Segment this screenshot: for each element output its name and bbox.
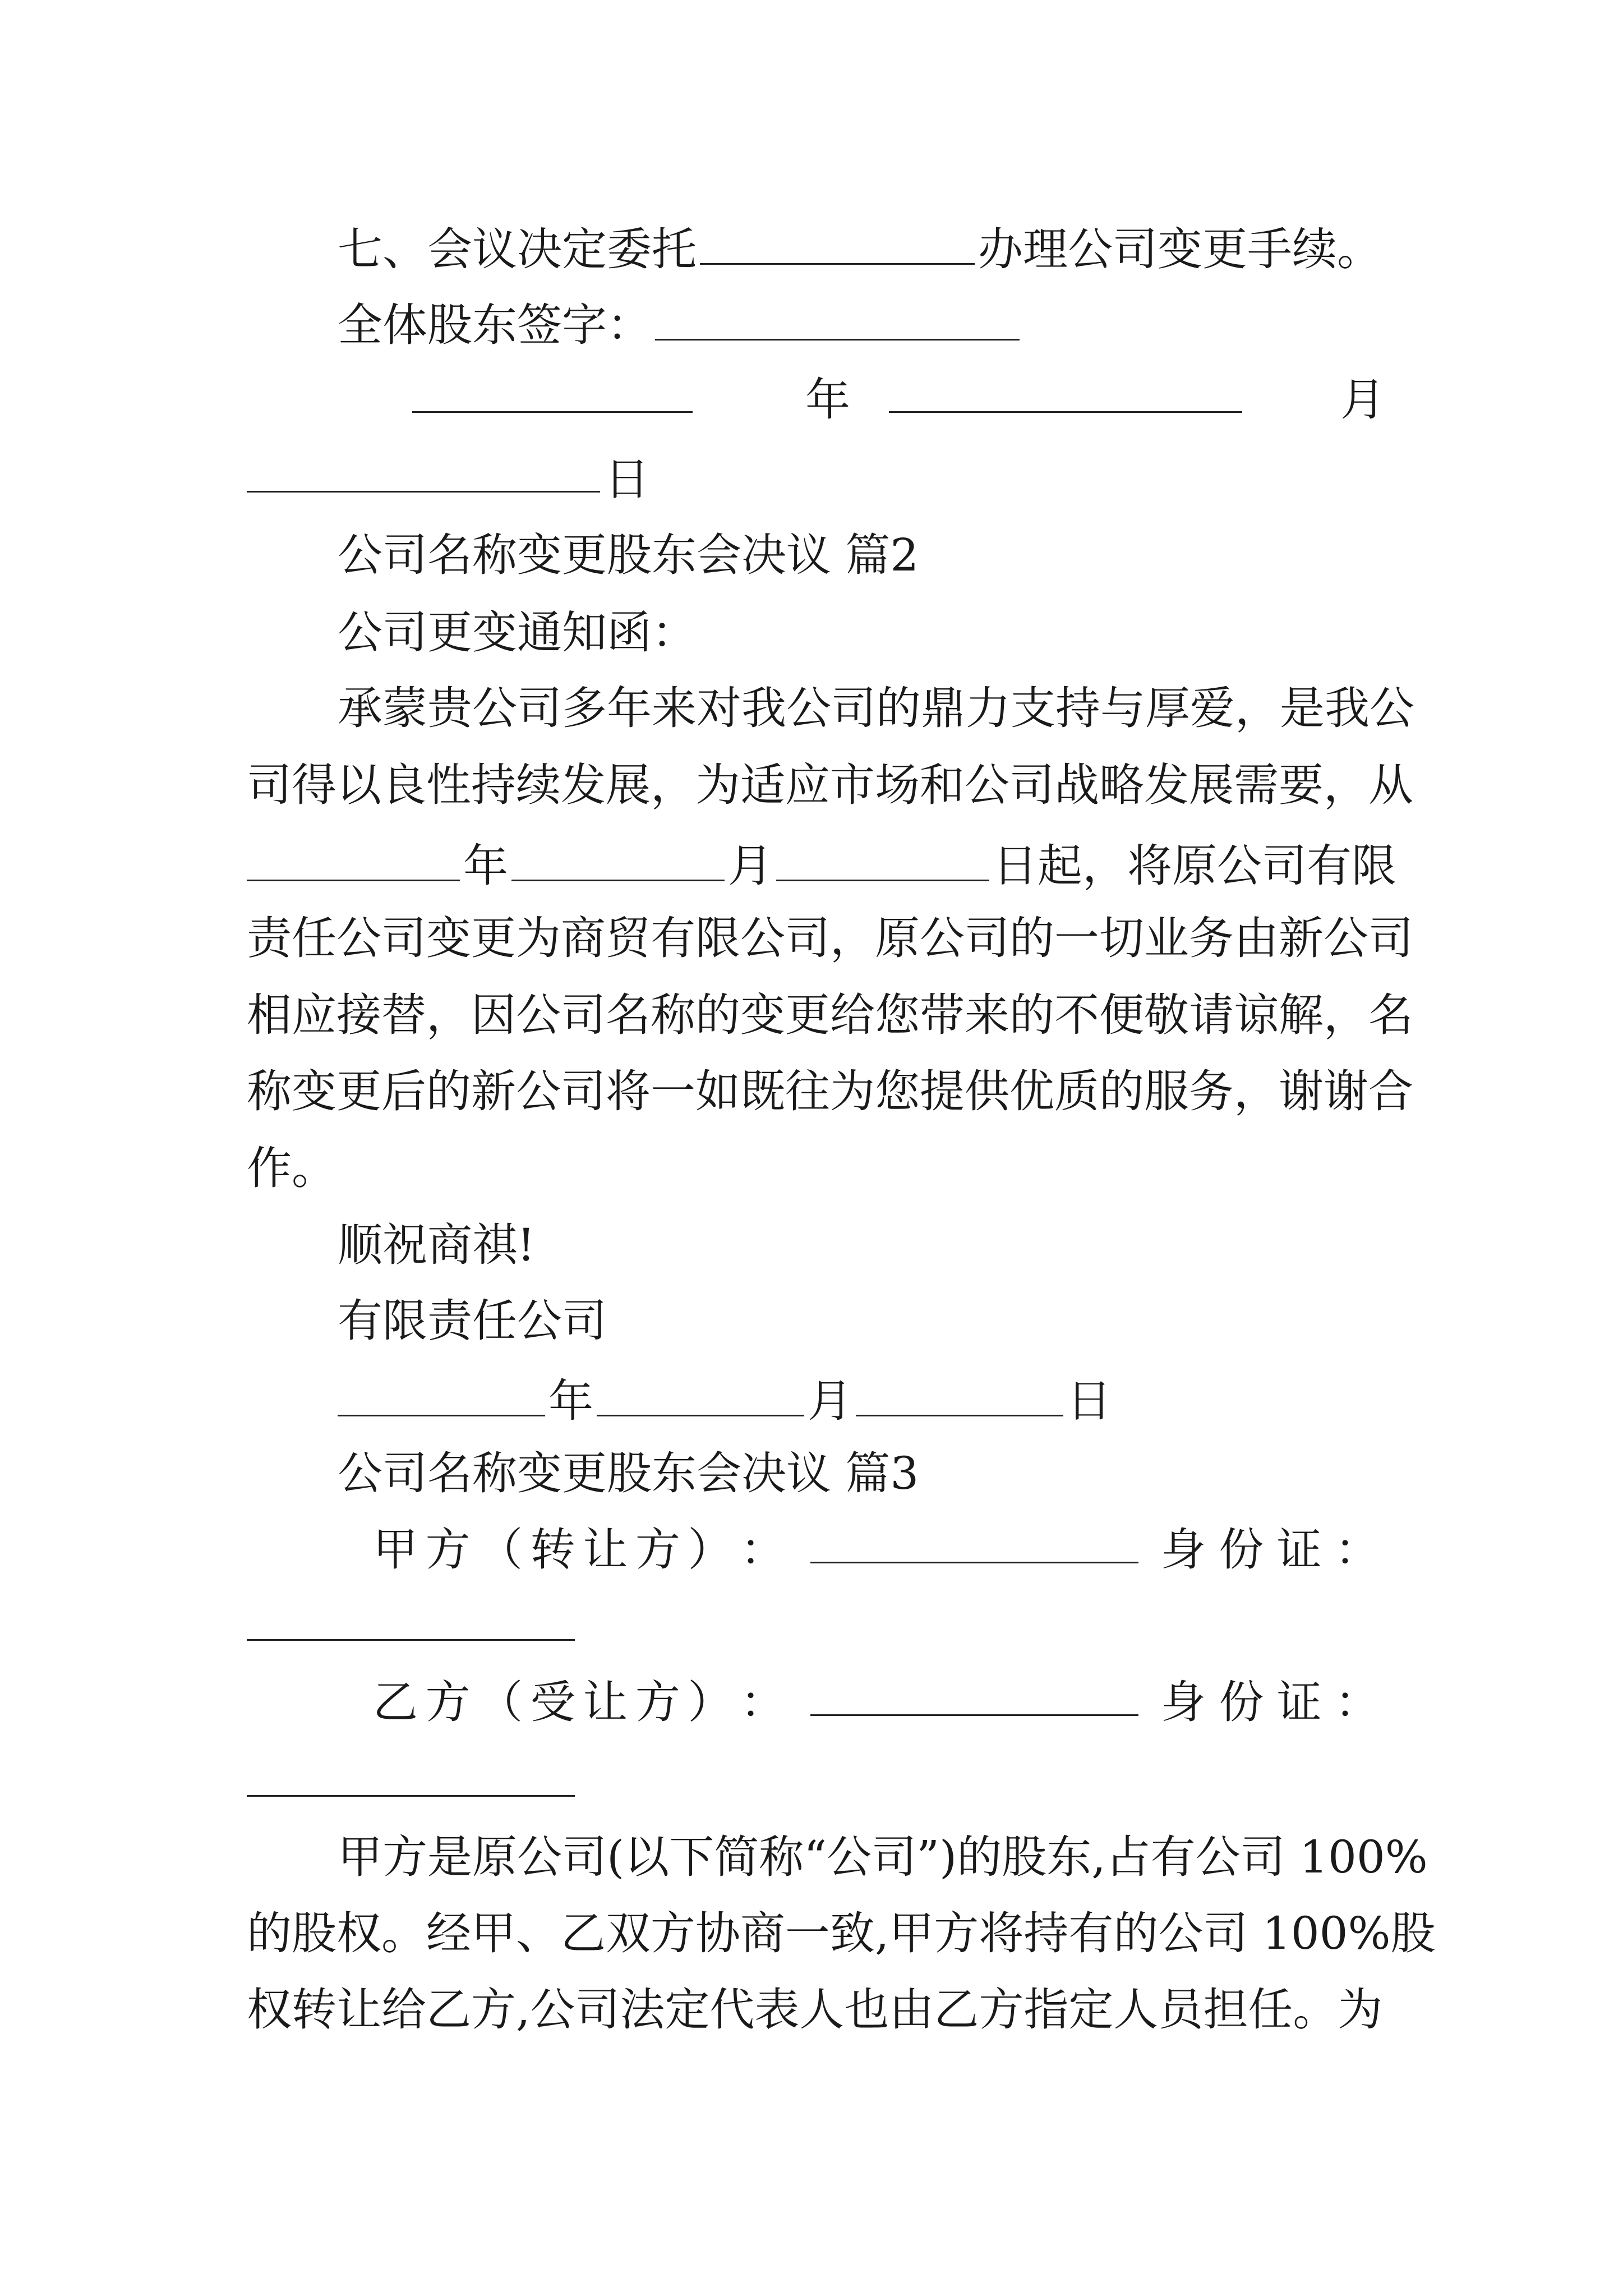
para3-line-1: 甲方是原公司(以下简称“公司”)的股东,占有公司 100% [338, 1831, 1428, 1883]
party-a-id-char: 份 [1219, 1524, 1264, 1576]
party-a-id-char: ： [1334, 1524, 1380, 1576]
party-b-char: 让 [583, 1676, 628, 1728]
notice-line-5: 相应接替，因公司名称的变更给您带来的不便敬请谅解，名 [247, 989, 1413, 1041]
closing-text: 顺祝商祺! [338, 1219, 536, 1271]
signature-line [247, 285, 1380, 358]
party-b-id-char: 证 [1276, 1676, 1322, 1728]
party-b-char: 方 [425, 1676, 471, 1728]
para3-line-2: 的股权。经甲、乙双方协商一致,甲方将持有的公司 100%股 [247, 1907, 1436, 1959]
party-b-id-label [1161, 1666, 1380, 1739]
date2-year-blank[interactable] [338, 1361, 545, 1416]
notice-line-3-tail: 日起，将原公司有限 [993, 840, 1396, 892]
party-a-char: 方 [425, 1524, 471, 1576]
party-b-name-blank[interactable] [810, 1714, 1138, 1716]
party-b-id-char: 份 [1219, 1676, 1264, 1728]
party-a-char: 让 [583, 1524, 628, 1576]
day-label-1: 日 [605, 453, 649, 505]
party-b-id-char: ： [1334, 1676, 1380, 1728]
date2-day-label: 日 [1067, 1375, 1112, 1427]
section-heading-3: 公司名称变更股东会决议 篇3 [338, 1447, 919, 1499]
party-a-char: ） [688, 1524, 733, 1576]
entrust-line [247, 209, 1380, 282]
party-a-id-char: 证 [1276, 1524, 1322, 1576]
notice-line-1: 承蒙贵公司多年来对我公司的鼎力支持与厚爱，是我公 [338, 682, 1414, 734]
entrust-after: 办理公司变更手续。 [978, 223, 1382, 275]
section-heading-2: 公司名称变更股东会决议 篇2 [338, 529, 919, 581]
notice-line-4: 责任公司变更为商贸有限公司，原公司的一切业务由新公司 [247, 912, 1413, 964]
notice-year-blank[interactable] [247, 826, 460, 881]
date2-month-blank[interactable] [597, 1361, 804, 1416]
party-a-name-blank[interactable] [810, 1562, 1138, 1563]
party-b-id-blank[interactable] [247, 1795, 575, 1797]
party-a-char: （ [478, 1524, 523, 1576]
party-a-id-char: 身 [1161, 1524, 1206, 1576]
party-a-char: 方 [635, 1524, 680, 1576]
party-b-char: （ [478, 1676, 523, 1728]
date2-day-blank[interactable] [856, 1361, 1063, 1416]
notice-line-3 [247, 826, 1396, 899]
date2-month-label: 月 [808, 1375, 852, 1427]
month-blank-1[interactable] [889, 411, 1242, 413]
party-a-id-label [1161, 1513, 1380, 1586]
notice-line-6: 称变更后的新公司将一如既往为您提供优质的服务，谢谢合 [247, 1065, 1413, 1117]
party-b-char: ） [688, 1676, 733, 1728]
party-b-char: 受 [530, 1676, 575, 1728]
party-b-char: 乙 [373, 1676, 418, 1728]
signature-blank[interactable] [655, 285, 1020, 341]
para3-line-3: 权转让给乙方,公司法定代表人也由乙方指定人员担任。为 [247, 1984, 1383, 2036]
party-b-char: 方 [635, 1676, 680, 1728]
party-b-label [373, 1666, 785, 1739]
day-blank-1[interactable] [247, 491, 600, 493]
notice-title: 公司更变通知函： [338, 606, 697, 659]
notice-line-2: 司得以良性持续发展，为适应市场和公司战略发展需要，从 [247, 759, 1413, 811]
notice-day-blank[interactable] [776, 826, 989, 881]
month-label-1: 月 [1340, 374, 1385, 426]
notice-year-label: 年 [463, 840, 508, 892]
party-a-char: ： [740, 1524, 785, 1576]
notice-month-label: 月 [728, 840, 773, 892]
year-label-1: 年 [805, 374, 850, 426]
date-line-2 [247, 1361, 1380, 1434]
notice-month-blank[interactable] [511, 826, 725, 881]
party-b-id-char: 身 [1161, 1676, 1206, 1728]
party-a-char: 甲 [373, 1524, 418, 1576]
party-a-id-blank[interactable] [247, 1639, 575, 1641]
party-a-label [373, 1513, 785, 1586]
year-blank-1[interactable] [412, 411, 693, 413]
date2-year-label: 年 [548, 1375, 593, 1427]
entrust-text: 七、会议决定委托 [338, 223, 697, 275]
signature-label: 全体股东签字： [338, 299, 652, 351]
entrust-blank[interactable] [700, 209, 975, 265]
party-a-char: 转 [530, 1524, 575, 1576]
notice-line-7: 作。 [247, 1142, 336, 1194]
company-signature: 有限责任公司 [338, 1295, 607, 1347]
party-b-char: ： [740, 1676, 785, 1728]
